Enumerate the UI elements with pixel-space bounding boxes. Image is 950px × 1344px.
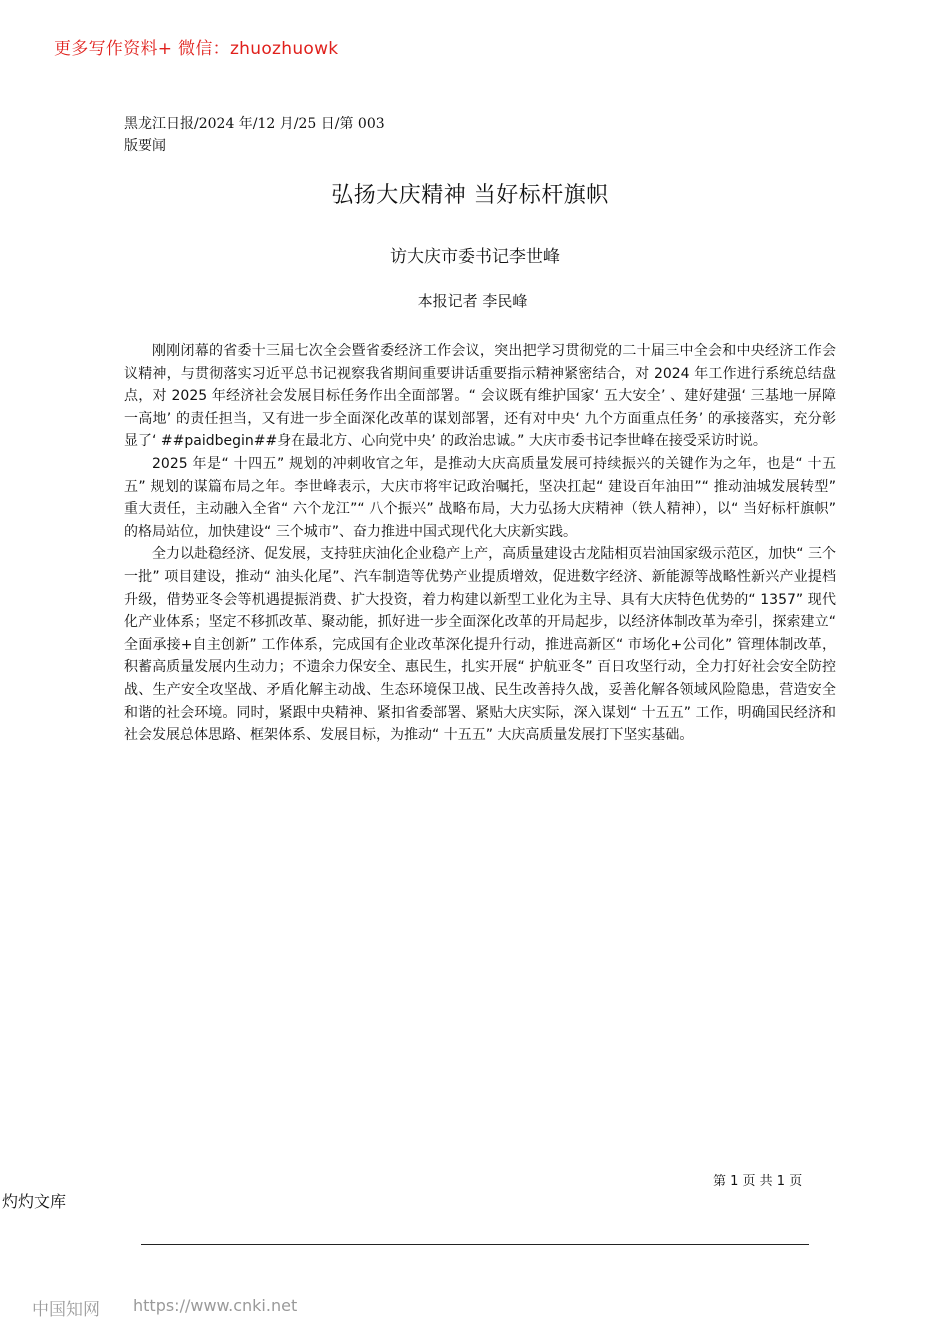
cnki-logo: 中国知网: [32, 1300, 100, 1320]
source-info: [124, 113, 444, 157]
source-line-1: 黑龙江日报/2024 年/12 月/25 日/第 003: [124, 116, 385, 132]
body-paragraph-3: 全力以赴稳经济、促发展，支持驻庆油化企业稳产上产，高质量建设古龙陆相页岩油国家级示范区，加快“ 三个一批” 项目建设，推动“ 油头化尾”、汽车制造等优势产业提质增效，促进数字经济、新能源等战略性新兴产业提档升级，借势亚冬会等机遇提振消费、扩大投资，着力构建以新型工业化为主导、具有大庆特色优势的“ 1357” 现代化产业体系；坚定不移抓改革、聚动能，抓好进一步全面深化改革的开局起步，以经济体制改革为牵引，探索建立“ 全面承接+自主创新” 工作体系，完成国有企业改革深化提升行动，推进高新区“ 市场化+公司化” 管理体制改革，积蓄高质量发展内生动力；不遗余力保安全、惠民生，扎实开展“ 护航亚冬” 百日攻坚行动，全力打好社会安全防控战、生产安全攻坚战、矛盾化解主动战、生态环境保卫战、民生改善持久战，妥善化解各领域风险隐患，营造安全和谐的社会环境。同时，紧跟中央精神、紧扣省委部署、紧贴大庆实际，深入谋划“ 十五五” 工作，明确国民经济和社会发展总体思路、框架体系、发展目标，为推动“ 十五五” 大庆高质量发展打下坚实基础。: [124, 546, 836, 744]
page-number: 第 1 页 共 1 页: [713, 1174, 803, 1189]
article-byline: 本报记者 李民峰: [417, 292, 528, 310]
footer-divider: [141, 1244, 809, 1245]
body-paragraph-2: 2025 年是“ 十四五” 规划的冲刺收官之年，是推动大庆高质量发展可持续振兴的关键作为之年，也是“ 十五五” 规划的谋篇布局之年。李世峰表示，大庆市将牢记政治嘱托，坚决扛起“ 建设百年油田”“ 推动油城发展转型” 重大责任，主动融入全省“ 六个龙江”“ 八个振兴” 战略布局，大力弘扬大庆精神（铁人精神），以“ 当好标杆旗帜” 的格局站位，加快建设“ 三个城市”、奋力推进中国式现代化大庆新实践。: [124, 455, 836, 540]
article-title: 弘扬大庆精神 当好标杆旗帜: [331, 183, 609, 208]
source-line-2: 版要闻: [124, 138, 166, 154]
promo-banner: 更多写作资料+ 微信：zhuozhuowk: [54, 39, 339, 59]
article-subtitle: 访大庆市委书记李世峰: [390, 247, 560, 267]
body-paragraph-1: 刚刚闭幕的省委十三届七次全会暨省委经济工作会议，突出把学习贯彻党的二十届三中全会和中央经济工作会议精神，与贯彻落实习近平总书记视察我省期间重要讲话重要指示精神紧密结合，对 2024 年工作进行系统总结盘点，对 2025 年经济社会发展目标任务作出全面部署。“ 会议既有维护国家‘ 五大安全’ 、建好建强‘ 三基地一屏障一高地’ 的责任担当，又有进一步全面深化改革的谋划部署，还有对中央‘ 九个方面重点任务’ 的承接落实，充分彰显了‘ ##paidbegin##身在最北方、心向党中央’ 的政治忠诚。” 大庆市委书记李世峰在接受采访时说。: [124, 343, 836, 450]
brand-label: 灼灼文库: [2, 1192, 67, 1211]
cnki-url-link[interactable]: https://www.cnki.net: [133, 1296, 298, 1315]
article-body: [124, 340, 836, 747]
